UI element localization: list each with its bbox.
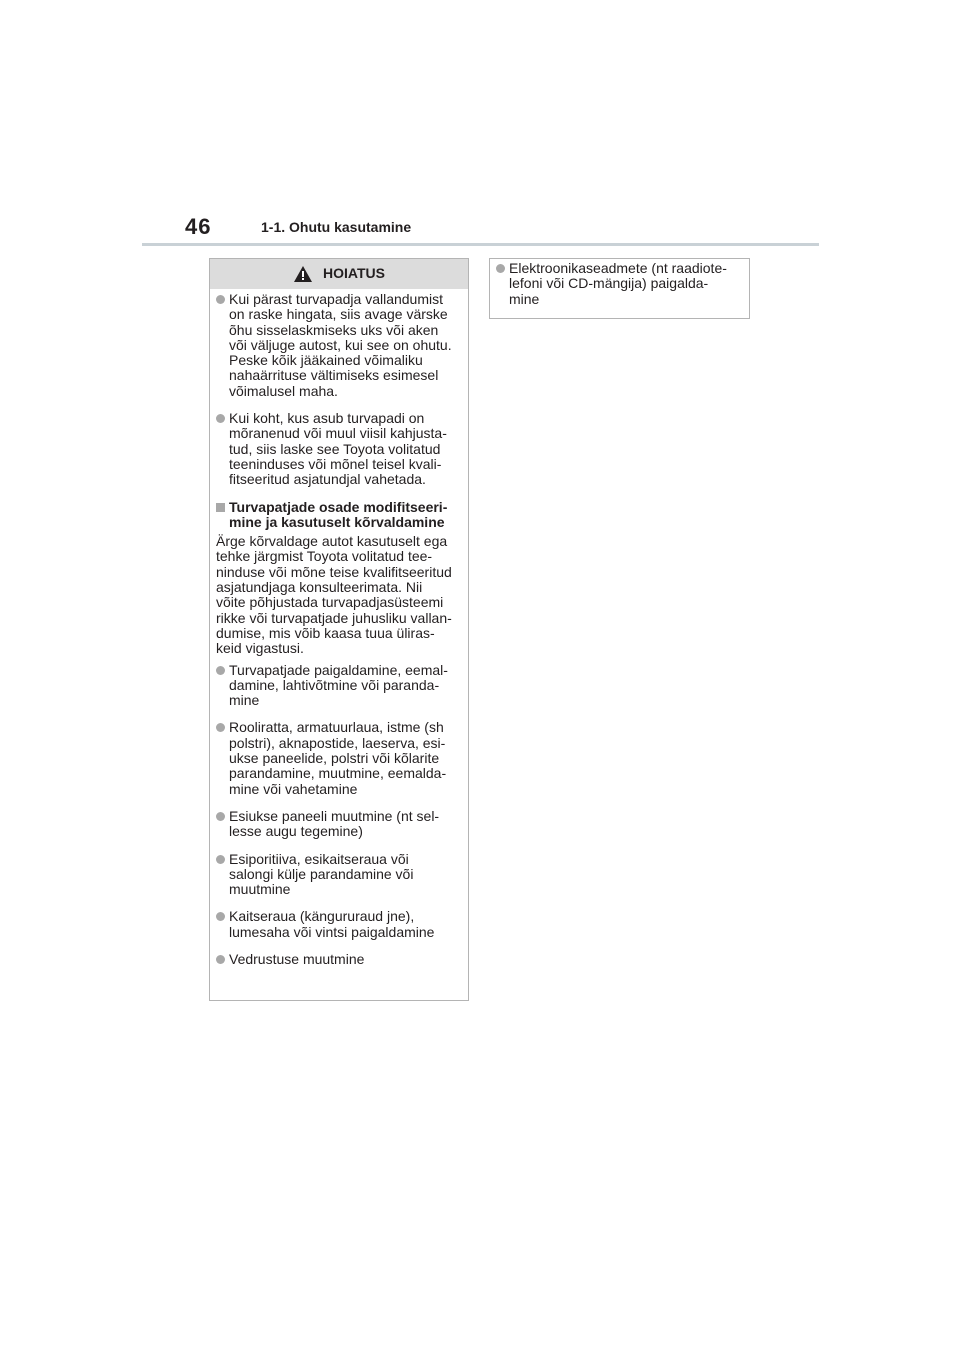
list-item: [216, 411, 463, 487]
list-item: [496, 261, 744, 307]
list-item: [216, 663, 463, 709]
list-item: [216, 909, 463, 940]
bullet-dot-icon: [216, 414, 225, 423]
list-item: [216, 952, 463, 967]
subheading: [216, 500, 463, 531]
continued-content: [490, 259, 749, 307]
list-item: [216, 292, 463, 399]
section-title: 1-1. Ohutu kasutamine: [261, 219, 412, 235]
list-item-text: Rooliratta, armatuurlaua, istme (sh polstri), aknapostide, laeserva, esi- ukse paneelide, polstri või kõlarite parandamine, muutmine, eemalda- mine või vahetamine: [229, 719, 447, 797]
warning-triangle-icon: [293, 265, 313, 283]
warning-content: [210, 289, 468, 967]
bullet-dot-icon: [216, 723, 225, 732]
bullet-dot-icon: [216, 295, 225, 304]
list-item: [216, 720, 463, 796]
warning-header: [210, 259, 468, 289]
list-item-text: Kaitseraua (kängururaud jne), lumesaha või vintsi paigaldamine: [229, 908, 435, 940]
bullet-dot-icon: [216, 812, 225, 821]
warning-paragraph: Ärge kõrvaldage autot kasutuselt ega tehke järgmist Toyota volitatud tee- ninduse või mõne teise kvalifitseeritud asjatundjaga konsulteerimata. Nii võite põhjustada turvapadjasüsteemi rikke või turvapatjade juhusliku vallan- dumise, mis võib kaasa tuua üliras- keid vigastusi.: [216, 533, 452, 657]
bullet-dot-icon: [216, 912, 225, 921]
bullet-dot-icon: [216, 855, 225, 864]
list-item-text: Elektroonikaseadmete (nt raadiote- lefoni või CD-mängija) paigalda- mine: [509, 260, 727, 307]
list-item-text: Kui koht, kus asub turvapadi on mõranenud või muul viisil kahjusta- tud, siis laske see Toyota volitatud teeninduses või mõnel teisel kvali- fitseeritud asjatundjal vahetada.: [229, 410, 447, 488]
warning-box: [209, 258, 469, 1001]
square-marker-icon: [216, 503, 225, 512]
header-divider: [142, 243, 819, 246]
list-item-text: Turvapatjade paigaldamine, eemal- damine, lahtivõtmine või paranda- mine: [229, 661, 448, 709]
list-item-text: Vedrustuse muutmine: [229, 950, 365, 967]
bullet-dot-icon: [216, 955, 225, 964]
list-item: [216, 809, 463, 840]
bullet-dot-icon: [496, 264, 505, 273]
bullet-dot-icon: [216, 666, 225, 675]
list-item-text: Esiporitiiva, esikaitseraua või salongi külje parandamine või muutmine: [229, 850, 414, 898]
subheading-text: Turvapatjade osade modifitseeri- mine ja kasutuselt kõrvaldamine: [229, 498, 448, 530]
list-item-text: Kui pärast turvapadja vallandumist on raske hingata, siis avage värske õhu sisselaskmiseks uks või aken või väljuge autost, kui see on ohutu. Peske kõik jääkained võimaliku nahaärrituse vältimiseks esimesel võimalusel maha.: [229, 291, 452, 399]
list-item-text: Esiukse paneeli muutmine (nt sel- lesse augu tegemine): [229, 807, 440, 840]
warning-title: HOIATUS: [323, 265, 385, 282]
page-number: 46: [185, 214, 212, 239]
continued-box: [489, 258, 750, 319]
list-item: [216, 852, 463, 898]
